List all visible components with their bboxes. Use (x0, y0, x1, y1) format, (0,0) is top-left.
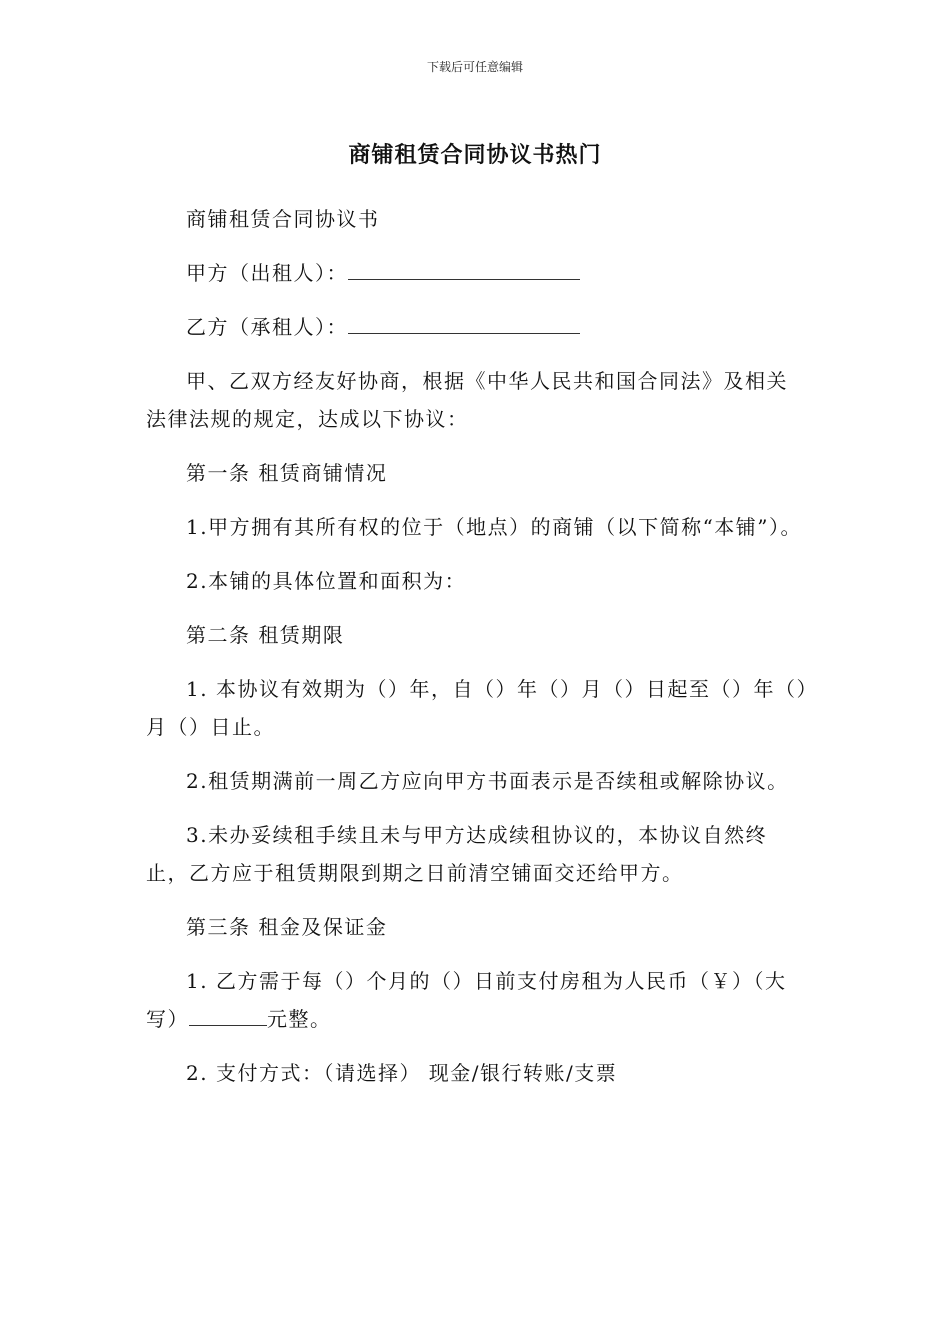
clause-2-2: 2.租赁期满前一周乙方应向甲方书面表示是否续租或解除协议。 (186, 769, 789, 793)
rent-amount-blank (189, 1003, 267, 1026)
clause-3-1-text: 1. 乙方需于每（）个月的（）日前支付房租为人民币（￥）（大写） (146, 969, 787, 1031)
section-heading-1: 第一条 租赁商铺情况 (186, 461, 388, 485)
paragraph-party-b (146, 308, 808, 346)
paragraph-party-a (146, 254, 808, 292)
clause-3-1-suffix: 元整。 (267, 1007, 332, 1031)
header-note: 下载后可任意编辑 (426, 60, 523, 74)
document-body (146, 200, 808, 1108)
clause-1-1: 1.甲方拥有其所有权的位于（地点）的商铺（以下简称“本铺”）。 (186, 515, 803, 539)
party-b-blank (348, 311, 580, 334)
paragraph-subtitle: 商铺租赁合同协议书 (186, 207, 380, 231)
document-title: 商铺租赁合同协议书热门 (348, 143, 602, 168)
party-a-blank (348, 257, 580, 280)
clause-1-2: 2.本铺的具体位置和面积为： (186, 569, 467, 593)
clause-3-1 (146, 962, 808, 1038)
party-a-label: 甲方（出租人）： (186, 261, 348, 285)
clause-3-2: 2. 支付方式：（请选择） 现金/银行转账/支票 (186, 1061, 618, 1085)
clause-2-1: 1. 本协议有效期为（）年，自（）年（）月（）日起至（）年（）月（）日止。 (146, 677, 808, 739)
section-heading-3: 第三条 租金及保证金 (186, 915, 388, 939)
section-heading-2: 第二条 租赁期限 (186, 623, 345, 647)
party-b-label: 乙方（承租人）： (186, 315, 348, 339)
paragraph-preamble: 甲、乙双方经友好协商，根据《中华人民共和国合同法》及相关法律法规的规定，达成以下协议： (146, 369, 788, 431)
clause-2-3: 3.未办妥续租手续且未与甲方达成续租协议的，本协议自然终止，乙方应于租赁期限到期之日前清空铺面交还给甲方。 (146, 823, 768, 885)
